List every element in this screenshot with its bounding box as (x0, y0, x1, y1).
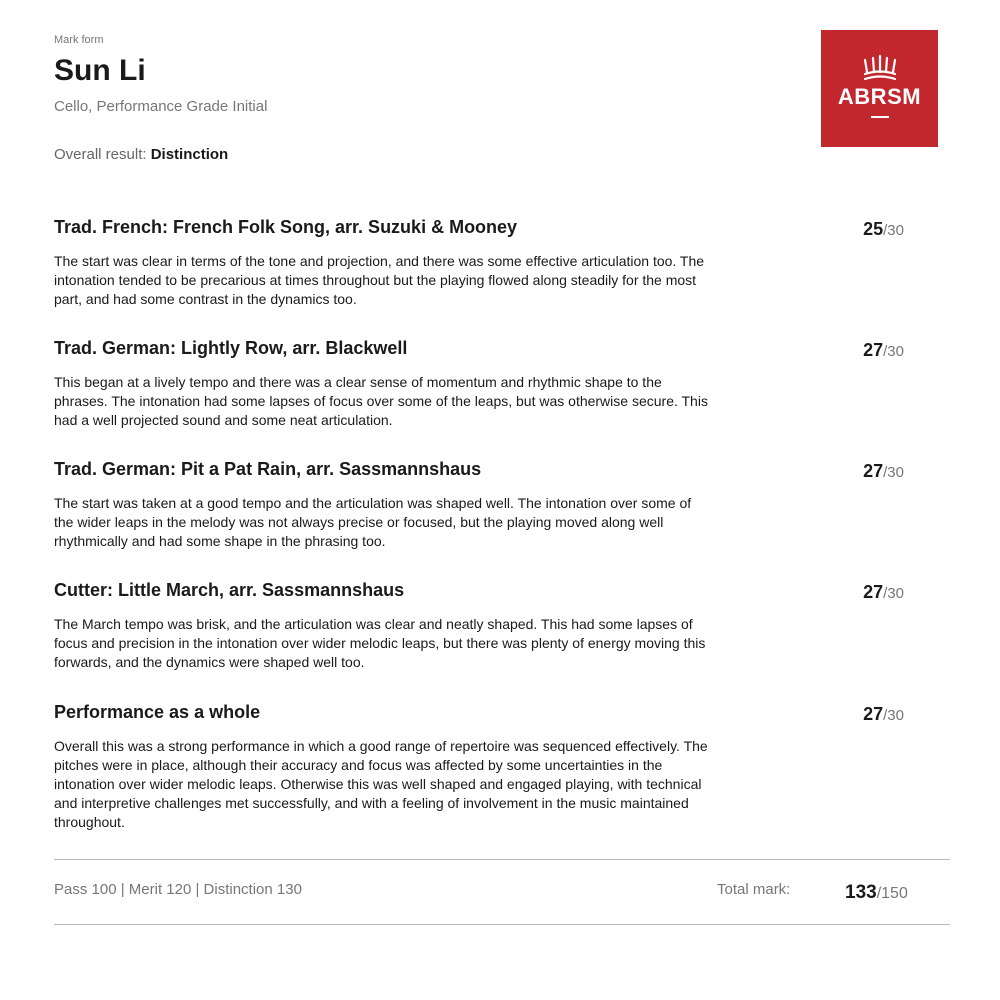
section-out-of: /30 (883, 343, 904, 360)
section-out-of: /30 (883, 464, 904, 481)
logo-text: ABRSM (837, 84, 922, 109)
section-title: Trad. German: Lightly Row, arr. Blackwell (54, 338, 408, 358)
overall-result-label: Overall result: (54, 146, 147, 163)
section-comment: The March tempo was brisk, and the articulation was clear and neatly shaped. This had some lapses of focus and precision in the intonation over wider melodic leaps, but there was plenty of energy moving this forwards, and the dynamics were shaped well too. (54, 616, 706, 670)
section-out-of: /30 (883, 707, 904, 724)
overall-result-value: Distinction (150, 146, 229, 163)
abrsm-logo (821, 30, 938, 147)
section-title: Trad. French: French Folk Song, arr. Suzuki & Mooney (54, 217, 518, 237)
section-piece-2 (54, 338, 914, 430)
section-mark (863, 340, 904, 361)
section-comment: The start was taken at a good tempo and the articulation was shaped well. The intonation over some of the wider leaps in the melody was not always precise or focused, but the playing moved along well rhythmically and had some shape in the phrasing too. (54, 495, 692, 549)
section-score: 27 (863, 582, 884, 602)
footer-top-divider (54, 859, 950, 860)
form-label: Mark form (54, 34, 104, 46)
section-score: 25 (863, 219, 884, 239)
section-piece-4 (54, 580, 914, 672)
section-mark (863, 461, 904, 482)
section-score: 27 (863, 461, 884, 481)
grade-thresholds: Pass 100 | Merit 120 | Distinction 130 (54, 881, 302, 898)
section-title: Trad. German: Pit a Pat Rain, arr. Sassmannshaus (54, 459, 482, 479)
section-score: 27 (863, 340, 884, 360)
section-performance-whole (54, 702, 914, 832)
total-mark-label: Total mark: (717, 881, 791, 898)
overall-result (54, 146, 228, 163)
total-score: 133 (845, 882, 877, 903)
crown-icon (859, 54, 901, 82)
footer-bottom-divider (54, 924, 950, 925)
section-title: Performance as a whole (54, 702, 261, 722)
section-comment: The start was clear in terms of the tone and projection, and there was some effective articulation too. The intonation tended to be precarious at times throughout but the playing flowed along steadily for the most part, and had some contrast in the dynamics too. (54, 253, 705, 307)
section-score: 27 (863, 704, 884, 724)
section-mark (863, 582, 904, 603)
section-piece-3 (54, 459, 914, 551)
section-comment: This began at a lively tempo and there was a clear sense of momentum and rhythmic shape to the phrases. The intonation had some lapses of focus over some of the leaps, but was otherwise secure. This had a well projected sound and some neat articulation. (54, 374, 708, 428)
section-title: Cutter: Little March, arr. Sassmannshaus (54, 580, 405, 600)
section-mark (863, 704, 904, 725)
total-mark-value (845, 882, 908, 904)
exam-subtitle: Cello, Performance Grade Initial (54, 98, 268, 115)
section-mark (863, 219, 904, 240)
section-out-of: /30 (883, 222, 904, 239)
candidate-name: Sun Li (54, 54, 146, 87)
section-piece-1 (54, 217, 914, 309)
section-out-of: /30 (883, 585, 904, 602)
logo-underline (871, 116, 889, 118)
total-out-of: /150 (876, 885, 908, 902)
section-comment: Overall this was a strong performance in which a good range of repertoire was sequenced effectively. The pitches were in place, although their accuracy and focus was affected by some uncertainties in the intonation over wider melodic leaps. Otherwise this was well shaped and engaged playing, with technical and interpretive challenges met successfully, and with a feeling of involvement in the music maintained throughout. (54, 738, 708, 830)
